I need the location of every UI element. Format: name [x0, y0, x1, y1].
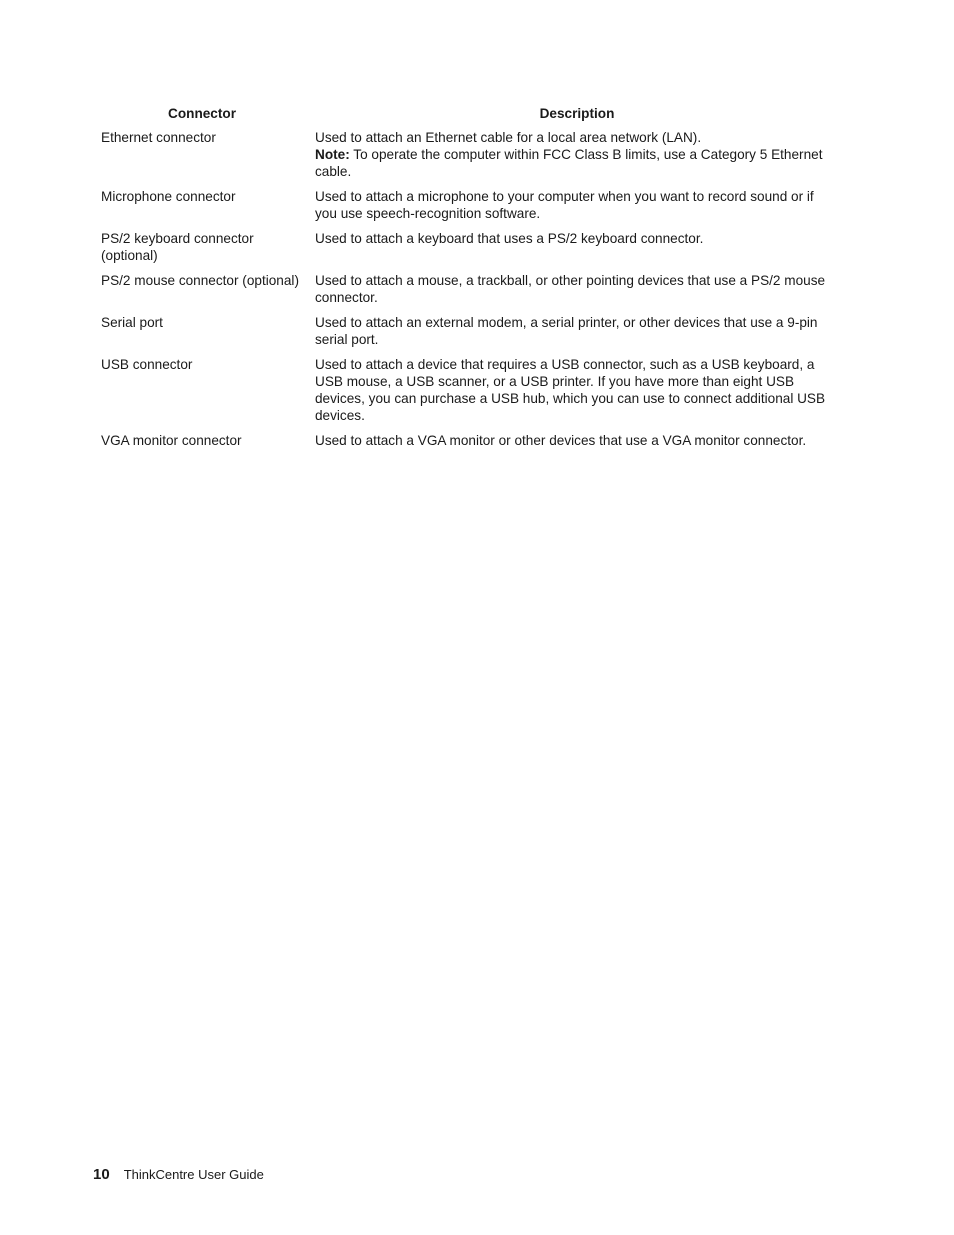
description-cell: Used to attach a microphone to your computer when you want to record sound or if you use speech-recognition software.	[315, 189, 814, 221]
connector-column-header: Connector	[168, 106, 236, 121]
description-cell: Used to attach an external modem, a serial printer, or other devices that use a 9-pin serial port.	[315, 315, 818, 347]
connector-cell: Serial port	[101, 315, 163, 330]
note-label: Note:	[315, 147, 350, 162]
description-cell: Used to attach a mouse, a trackball, or other pointing devices that use a PS/2 mouse connector.	[315, 273, 826, 305]
note-text: To operate the computer within FCC Class B limits, use a Category 5 Ethernet cable.	[315, 147, 823, 179]
connector-cell: PS/2 keyboard connector (optional)	[101, 231, 254, 263]
description-cell: Used to attach a keyboard that uses a PS/2 keyboard connector.	[315, 231, 704, 246]
connector-cell: Ethernet connector	[101, 130, 216, 145]
table-row	[95, 272, 845, 314]
table-row	[95, 188, 845, 230]
description-text: Used to attach an Ethernet cable for a local area network (LAN).	[315, 130, 702, 145]
connector-cell: USB connector	[101, 357, 193, 372]
page-number: 10	[93, 1166, 110, 1183]
table-row	[95, 432, 845, 457]
table-header-row	[95, 105, 845, 129]
description-cell: Used to attach a device that requires a USB connector, such as a USB keyboard, a USB mouse, a USB scanner, or a USB printer. If you have more than eight USB devices, you can purchase a USB hub, which you can use to connect additional USB devices.	[315, 357, 826, 423]
description-cell	[309, 129, 845, 188]
table-row	[95, 129, 845, 188]
connector-cell: PS/2 mouse connector (optional)	[101, 273, 299, 288]
connector-cell: VGA monitor connector	[101, 433, 242, 448]
footer-title: ThinkCentre User Guide	[123, 1167, 264, 1182]
description-cell: Used to attach a VGA monitor or other devices that use a VGA monitor connector.	[315, 433, 807, 448]
page-footer	[93, 1166, 264, 1183]
table-row	[95, 356, 845, 432]
description-column-header: Description	[539, 106, 615, 121]
connector-cell: Microphone connector	[101, 189, 236, 204]
table-row	[95, 314, 845, 356]
connector-table	[95, 105, 845, 457]
table-row	[95, 230, 845, 272]
note	[315, 146, 839, 180]
